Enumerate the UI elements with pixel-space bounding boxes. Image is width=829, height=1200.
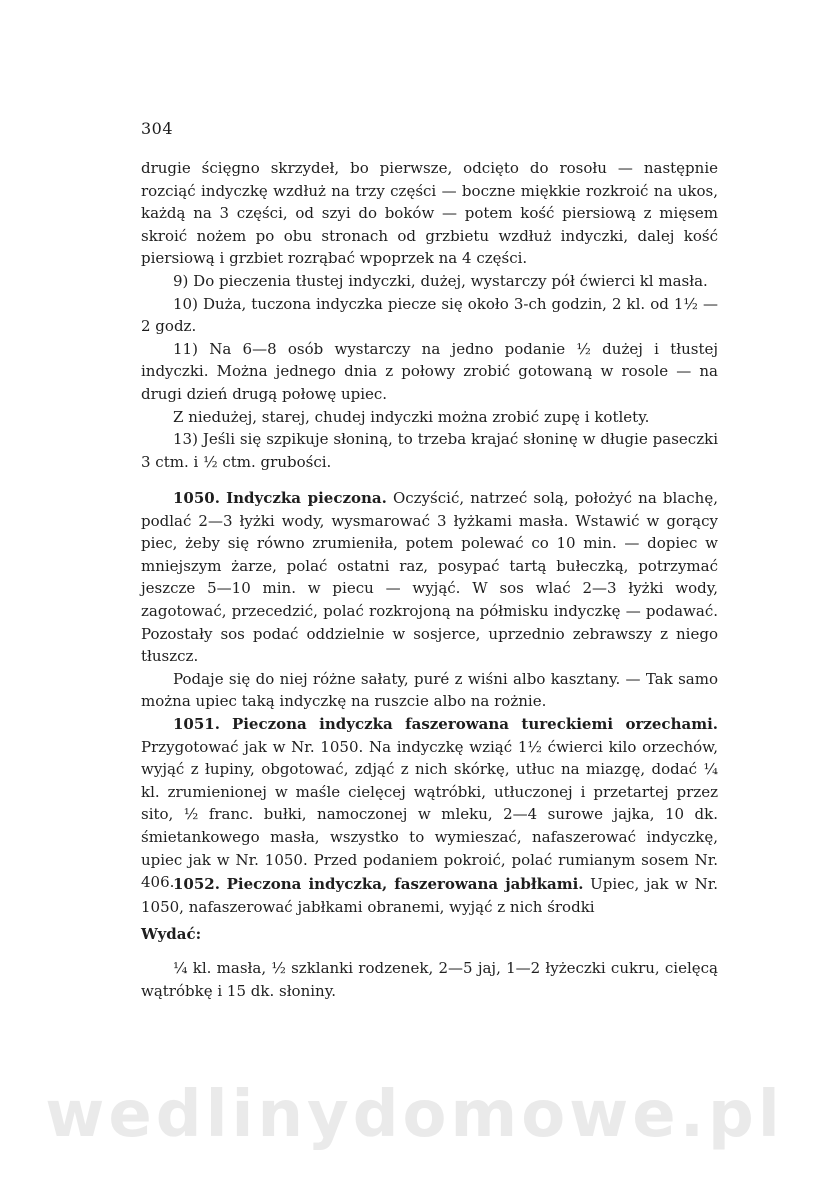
recipe-1051-text	[141, 713, 718, 894]
recipe-1050-serving: Podaje się do niej różne sałaty, puré z wiśni albo kasztany. — Tak samo można upiec taką indyczkę na ruszcie albo na rożnie.	[141, 669, 718, 711]
recipe-1052	[141, 873, 718, 918]
note-12: Z niedużej, starej, chudej indyczki można zrobić zupę i kotlety.	[173, 407, 650, 426]
recipe-1052-text	[141, 873, 718, 918]
page-number: 304	[141, 119, 174, 138]
wydac-ingredients	[141, 957, 718, 1002]
note-10: 10) Duża, tuczona indyczka piecze się około 3-ch godzin, 2 kl. od 1½ — 2 godz.	[141, 294, 718, 336]
recipe-1050-text	[141, 487, 718, 668]
wydac-heading: Wydać:	[141, 925, 202, 943]
note-13: 13) Jeśli się szpikuje słoniną, to trzeba krajać słoninę w długie paseczki 3 ctm. i ½ ctm. grubości.	[141, 430, 718, 471]
note-9: 9) Do pieczenia tłustej indyczki, dużej, wystarczy pół ćwierci kl masła.	[173, 271, 708, 290]
note-11: 11) Na 6—8 osób wystarczy na jedno podanie ½ dużej i tłustej indyczki. Można jednego dnia z połowy zrobić gotowaną w rosole — na drugi dzień drugą połowę upiec.	[141, 339, 718, 403]
recipe-1051	[141, 713, 718, 894]
continuation-paragraph: drugie ścięgno skrzydeł, bo pierwsze, odcięto do rosołu — następnie rozciąć indyczkę wzdłuż na trzy części — boczne miękkie rozkroić na ukos, każdą na 3 części, od szyi do boków — potem kość piersiową z mięsem skroić nożem po obu stronach od grzbietu wzdłuż indyczki, dalej kość piersiową i grzbiet rozrąbać wpoprzek na 4 części.	[141, 159, 718, 268]
recipe-number: 1051.	[173, 715, 220, 733]
recipe-title: Pieczona indyczka faszerowana tureckiemi orzechami.	[231, 715, 718, 733]
recipe-body: Oczyścić, natrzeć solą, położyć na blachę, podlać 2—3 łyżki wody, wysmarować 3 łyżkami masła. Wstawić w gorący piec, żeby się równo zrumieniła, potem polewać co 10 min. — dopiec w mniejszym żarze, polać ostatni raz, posypać tartą bułeczką, potrzymać jeszcze 5—10 min. w piecu — wyjąć. W sos wlać 2—3 łyżki wody, zagotować, przecedzić, polać rozkrojoną na półmisku indyczkę — podawać. Pozostały sos podać oddzielnie w sosjerce, uprzednio zebrawszy z niego tłuszcz.	[141, 489, 718, 666]
recipe-1050	[141, 487, 718, 713]
recipe-number: 1052.	[173, 875, 220, 893]
wydac-text: ¼ kl. masła, ½ szklanki rodzenek, 2—5 jaj, 1—2 łyżeczki cukru, cielęcą wątróbkę i 15 dk. słoniny.	[141, 959, 718, 1000]
watermark: wedlinydomowe.pl	[45, 1078, 784, 1152]
recipe-title: Indyczka pieczona.	[226, 489, 387, 507]
wydac-section	[141, 923, 718, 946]
recipe-number: 1050.	[173, 489, 220, 507]
recipe-body: Przygotować jak w Nr. 1050. Na indyczkę wziąć 1½ ćwierci kilo orzechów, wyjąć z łupiny, obgotować, zdjąć z nich skórkę, utłuc na miazgę, dodać ¼ kl. zrumienionej w maśle cielęcej wątróbki, utłuczonej i przetartej przez sito, ½ franc. bułki, namoczonej w mleku, 2—4 surowe jajka, 10 dk. śmietankowego masła, wszystko to wymieszać, nafaszerować indyczkę, upiec jak w Nr. 1050. Przed podaniem pokroić, polać rumianym sosem Nr. 406.	[141, 737, 718, 892]
continuation-notes	[141, 157, 718, 473]
recipe-title: Pieczona indyczka, faszerowana jabłkami.	[226, 875, 584, 893]
recipe-body: Upiec, jak w Nr. 1050, nafaszerować jabłkami obranemi, wyjąć z nich środki	[141, 875, 718, 916]
